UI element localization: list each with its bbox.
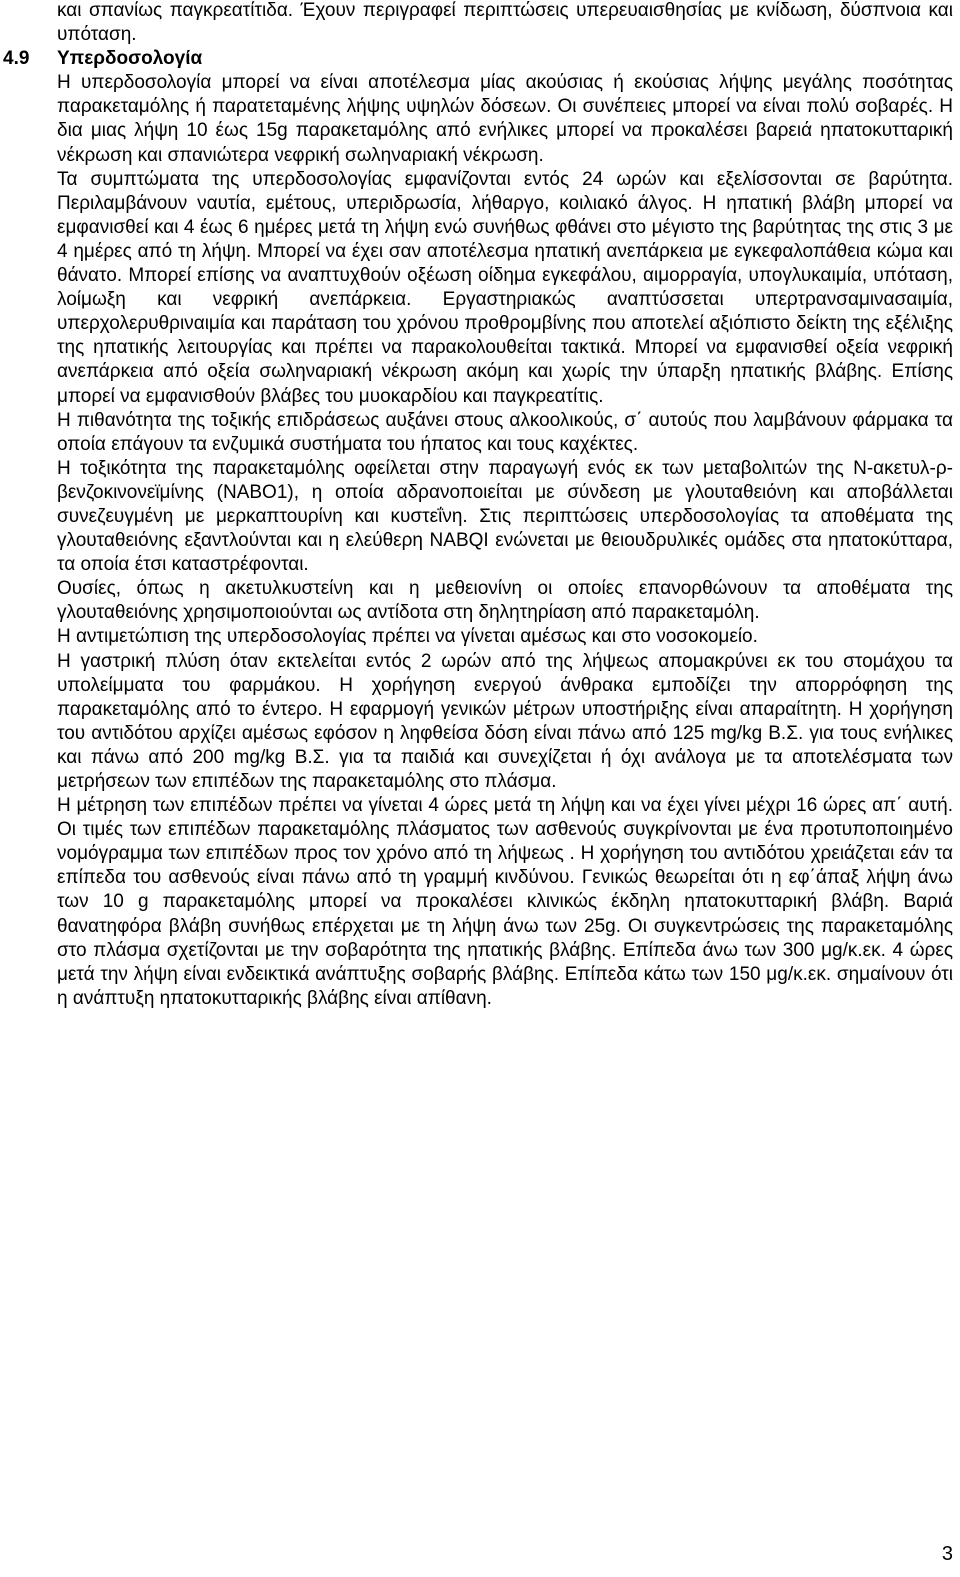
- overdose-paragraph-4: Η τοξικότητα της παρακεταμόλης οφείλεται στην παραγωγή ενός εκ των μεταβολιτών της Ν-ακετυλ-ρ-βενζοκινονεϊμίνης (ΝΑΒΟ1), η οποία αδρανοποιείται με σύνδεση με γλουταθειόνη και αποβάλλεται συνεζευγμένη με μερκαπτουρίνη και κυστεΐνη. Στις περιπτώσεις υπερδοσολογίας τα αποθέματα της γλουταθειόνης εξαντλούνται και η ελεύθερη NABQI ενώνεται με θειουδρυλικές ομάδες στα ηπατοκύτταρα, τα οποία έτσι καταστρέφονται.: [57, 457, 953, 576]
- overdose-paragraph-2: Τα συμπτώματα της υπερδοσολογίας εμφανίζονται εντός 24 ωρών και εξελίσσονται σε βαρύτητα. Περιλαμβάνουν ναυτία, εμέτους, υπεριδρωσία, λήθαργο, κοιλιακό άλγος. Η ηπατική βλάβη μπορεί να εμφανισθεί και 4 έως 6 ημέρες μετά τη λήψη ενώ συνήθως φθάνει στο μέγιστο της βαρύτητας της στις 3 με 4 ημέρες από τη λήψη. Μπορεί να έχει σαν αποτέλεσμα ηπατική ανεπάρκεια με εγκεφαλοπάθεια κώμα και θάνατο. Μπορεί επίσης να αναπτυχθούν οξέωση οίδημα εγκεφάλου, αιμορραγία, υπογλυκαιμία, υπόταση, λοίμωξη και νεφρική ανεπάρκεια. Εργαστηριακώς αναπτύσσεται υπερτρανσαμινασαιμία, υπερχολερυθριναιμία και παράταση του χρόνου προθρομβίνης που αποτελεί αξιόπιστο δείκτη της εξέλιξης της ηπατικής λειτουργίας και πρέπει να παρακολουθείται τακτικά. Μπορεί να εμφανισθεί οξεία νεφρική ανεπάρκεια από οξεία σωληναριακή νέκρωση ακόμη και χωρίς την ύπαρξη ηπατικής βλάβης. Επίσης μπορεί να εμφανισθούν βλάβες του μυοκαρδίου και παγκρεατίτις.: [57, 168, 953, 407]
- section-title: Υπερδοσολογία: [57, 48, 203, 70]
- document-page: [3, 0, 953, 1011]
- overdose-paragraph-3: Η πιθανότητα της τοξικής επιδράσεως αυξάνει στους αλκοολικούς, σ΄ αυτούς που λαμβάνουν φάρμακα τα οποία επάγουν τα ενζυμικά συστήματα του ήπατος και τους καχέκτες.: [57, 409, 953, 455]
- overdose-paragraph-7: Η γαστρική πλύση όταν εκτελείται εντός 2 ωρών από της λήψεως απομακρύνει εκ του στομάχου τα υπολείμματα του φαρμάκου. Η χορήγηση ενεργού άνθρακα εμποδίζει την απορρόφηση της παρακεταμόλης από το έντερο. Η εφαρμογή γενικών μέτρων υποστήριξης είναι απαραίτητη. Η χορήγηση του αντιδότου αρχίζει αμέσως εφόσον η ληφθείσα δόση είναι πάνω από 125 mg/kg Β.Σ. για τους ενήλικες και πάνω από 200 mg/kg Β.Σ. για τα παιδιά και συνεχίζεται ή όχι ανάλογα με τα αποτελέσματα των μετρήσεων των επιπέδων της παρακεταμόλης στο πλάσμα.: [57, 650, 953, 792]
- section-heading: [3, 47, 953, 71]
- page-number: 3: [941, 1543, 953, 1565]
- overdose-paragraph-6: Η αντιμετώπιση της υπερδοσολογίας πρέπει να γίνεται αμέσως και στο νοσοκομείο.: [57, 626, 758, 648]
- overdose-paragraph-8: Η μέτρηση των επιπέδων πρέπει να γίνεται 4 ώρες μετά τη λήψη και να έχει γίνει μέχρι 16 ώρες απ΄ αυτή. Οι τιμές των επιπέδων παρακεταμόλης πλάσματος των ασθενούς συγκρίνονται με ένα προτυποποιημένο νομόγραμμα των επιπέδων προς τον χρόνο από τη λήψεως . Η χορήγηση του αντιδότου χρειάζεται εάν τα επίπεδα του ασθενούς είναι πάνω από τη γραμμή κινδύνου. Γενικώς θεωρείται ότι η εφ΄άπαξ λήψη άνω των 10 g παρακεταμόλης μπορεί να προκαλέσει κλινικώς έκδηλη ηπατοκυτταρική βλάβη. Βαριά θανατηφόρα βλάβη συνήθως επέρχεται με τη λήψη άνω των 25g. Οι συγκεντρώσεις της παρακεταμόλης στο πλάσμα σχετίζονται με την σοβαρότητα της ηπατικής βλάβης. Επίπεδα άνω των 300 μg/κ.εκ. 4 ώρες μετά την λήψη είναι ενδεικτικά ανάπτυξης σοβαρής βλάβης. Επίπεδα κάτω των 150 μg/κ.εκ. σημαίνουν ότι η ανάπτυξη ηπατοκυτταρικής βλάβης είναι απίθανη.: [57, 795, 953, 1009]
- overdose-paragraph-5: Ουσίες, όπως η ακετυλκυστείνη και η μεθειονίνη οι οποίες επανορθώνουν τα αποθέματα της γλουταθειόνης χρησιμοποιούνται ως αντίδοτα στη δηλητηρίαση από παρακεταμόλη.: [57, 578, 953, 624]
- section-number: 4.9: [3, 48, 30, 70]
- overdose-paragraph-1: Η υπερδοσολογία μπορεί να είναι αποτέλεσμα μίας ακούσιας ή εκούσιας λήψης μεγάλης ποσότητας παρακεταμόλης ή παρατεταμένης λήψης υψηλών δόσεων. Οι συνέπειες μπορεί να είναι πολύ σοβαρές. Η δια μιας λήψη 10 έως 15g παρακεταμόλης από ενήλικες μπορεί να προκαλέσει βαρειά ηπατοκυτταρική νέκρωση και σπανιώτερα νεφρική σωληναριακή νέκρωση.: [57, 72, 953, 166]
- intro-paragraph: και σπανίως παγκρεατίτιδα. Έχουν περιγραφεί περιπτώσεις υπερευαισθησίας με κνίδωση, δύσπνοια και υπόταση.: [57, 0, 953, 46]
